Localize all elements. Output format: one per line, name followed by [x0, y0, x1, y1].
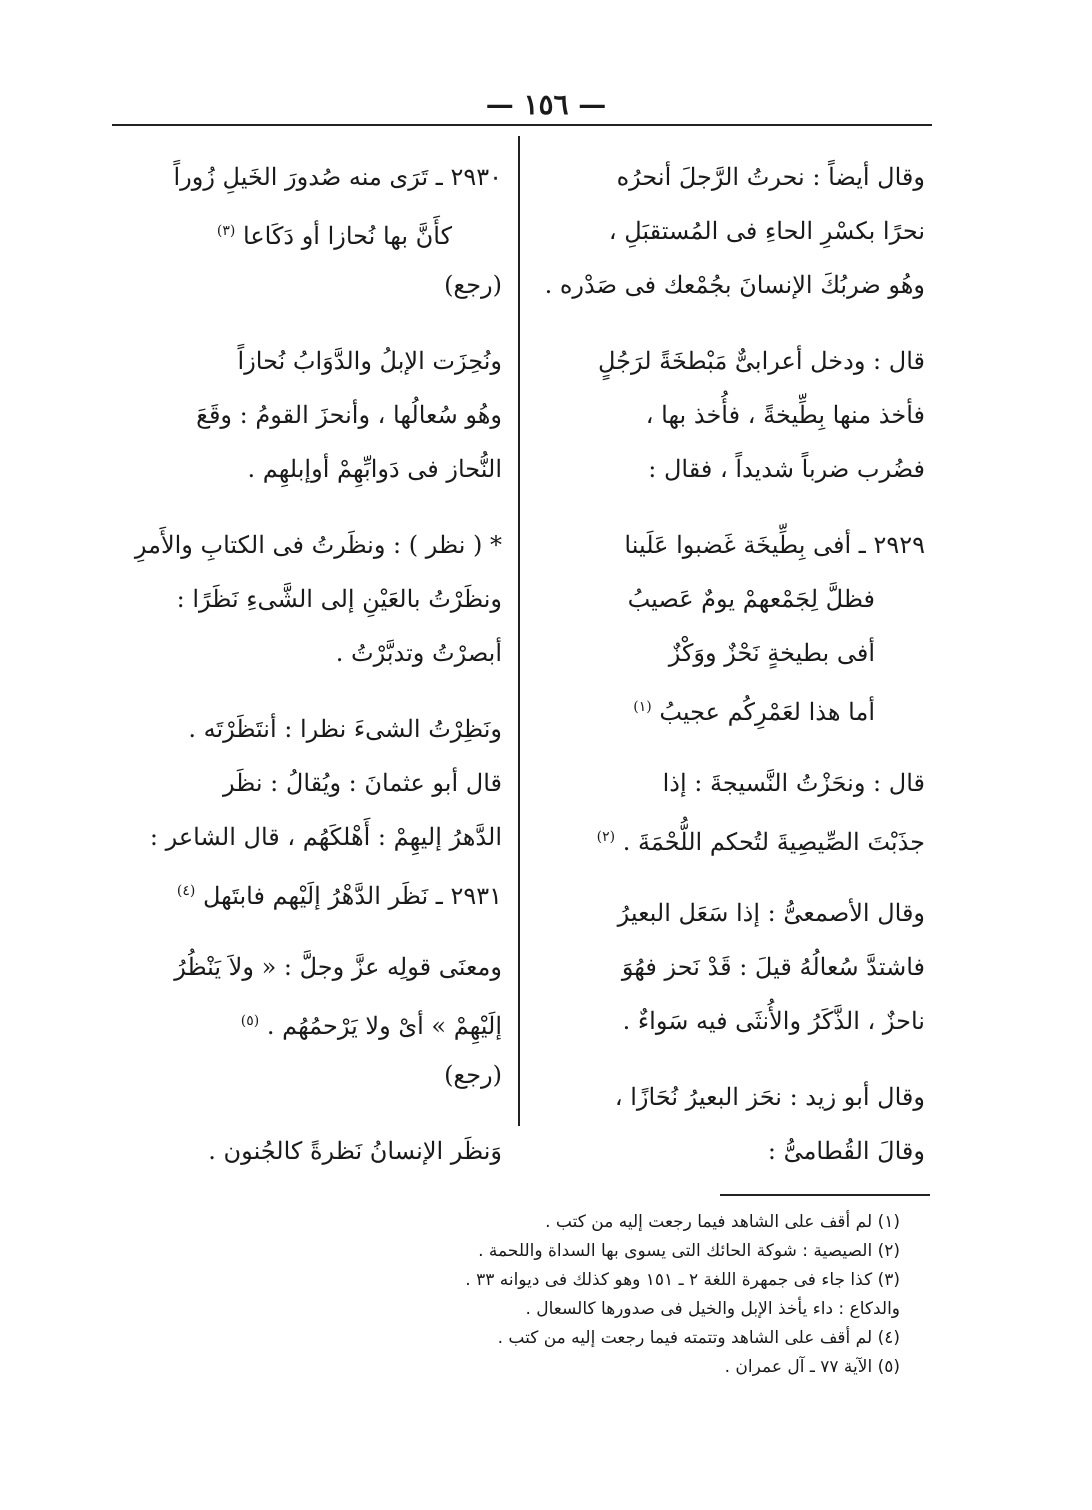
text-line: وَنظَر الإنسانُ نَظرةً كالجُنون . [208, 1137, 502, 1165]
line-text: جذَبْتَ الصِّيصِيةَ لتُحكم اللُّحْمَةَ . [622, 828, 925, 856]
verse-line: فظلَّ لِجَمْعهمْ يومٌ عَصيبُ [627, 585, 875, 613]
text-line: فأخذ منها بِطِّيخةً ، فأُخذ بها ، [645, 401, 925, 429]
footnote: والدكاع : داء يأخذ الإبل والخيل فى صدورها كالسعال . [525, 1299, 900, 1319]
footnote: (١) لم أقف على الشاهد فيما رجعت إليه من كتب . [545, 1212, 900, 1232]
text-line: وقال الأصمعىُّ : إذا سَعَل البعيرُ [617, 899, 925, 927]
text-line: قال أبو عثمانَ : ويُقالُ : نظَر [222, 769, 502, 797]
entry-heading-line: * ( نظر ) : ونظَرتُ فى الكتابِ والأَمرِ [134, 531, 502, 559]
verse-line: ٢٩٢٩ ـ أفى بِطِّيخَة غَضبوا عَلَينا [624, 531, 925, 559]
left-column [112, 150, 502, 1178]
header-rule [112, 124, 932, 126]
text-line: فاشتدَّ سُعالُهُ قيلَ : قَدْ نَحز فهُوَ [621, 953, 925, 981]
text-line [112, 994, 502, 1048]
text-line: أبصرْتُ وتدبَّرْتُ . [335, 639, 502, 667]
text-line: فضُرب ضرباً شديداً ، فقال : [648, 455, 925, 483]
footnote-marker: (٥) [240, 1013, 260, 1029]
line-text: إلَيْهِمْ » أىْ ولا يَرْحمُهُم . [266, 1012, 502, 1040]
text-line: الدَّهرُ إليهِمْ : أَهْلكَهُم ، قال الشاعر : [149, 823, 502, 851]
text-line: وقالَ القُطامىُّ : [767, 1137, 925, 1165]
text-line: قال : ونحَزْتُ النَّسيجةَ : إذا [662, 769, 925, 797]
footnote: (٤) لم أقف على الشاهد وتتمته فيما رجعت إليه من كتب . [497, 1328, 900, 1348]
text-line: وهُو سُعالُها ، وأنحزَ القومُ : وقَعَ [196, 401, 502, 429]
footnote: (٢) الصيصية : شوكة الحائك التى يسوى بها السداة واللحمة . [478, 1241, 900, 1261]
text-line: ونُحِزَت الإبلُ والدَّوَابُ نُحازاً [237, 347, 502, 375]
page-number: — ١٥٦ — [485, 88, 607, 121]
footnote: (٣) كذا جاء فى جمهرة اللغة ٢ ـ ١٥١ وهو كذلك فى ديوانه ٣٣ . [465, 1270, 900, 1290]
verse-line: أفى بطيخةٍ نَحْزٌ ووَكْزٌ [668, 639, 875, 667]
text-line: قال : ودخل أعرابىٌّ مَبْطخَةً لرَجُلٍ [597, 347, 925, 375]
text-line: وقال أيضاً : نحرتُ الرَّجلَ أنحرُه [616, 163, 925, 191]
text-line: ومعنَى قولِه عزَّ وجلَّ : « ولاَ يَنْظُرُ [174, 953, 502, 981]
verse-text: أما هذا لعَمْرِكُم عجيبُ [659, 698, 875, 726]
verse-line [535, 680, 925, 734]
footnote: (٥) الآية ٧٧ ـ آل عمران . [724, 1357, 900, 1377]
footnote-marker: (٣) [216, 223, 236, 239]
column-divider [518, 136, 520, 1126]
verse-text: كأَنَّ بها نُحازا أو دَكَاعا [243, 222, 452, 250]
footnote-marker: (١) [633, 699, 652, 715]
footnote-marker: (٤) [176, 883, 196, 899]
right-column [535, 150, 925, 1178]
footnote-rule [720, 1194, 930, 1196]
verse-line [112, 204, 502, 258]
footnotes [300, 1208, 900, 1382]
text-line: ونَظِرْتُ الشىءَ نظرا : أنتَظَرْتَه . [188, 715, 502, 743]
rajaa-label: (رجع) [444, 271, 502, 299]
text-line: ونظَرْتُ بالعَيْنِ إلى الشَّىءِ نَظَرًا : [176, 585, 502, 613]
rajaa-label: (رجع) [444, 1061, 502, 1089]
footnote-marker: (٢) [596, 829, 616, 845]
text-line: ناحزٌ ، الذَّكَرُ والأُنثَى فيه سَواءٌ . [622, 1007, 925, 1035]
text-line: نحرًا بكسْرِ الحاءِ فى المُستقبَلِ ، [608, 217, 925, 245]
text-line: وهُو ضربُكَ الإنسانَ بجُمْعك فى صَدْره . [544, 271, 925, 299]
verse-line [112, 864, 502, 918]
verse-text: ٢٩٣١ ـ نَظَر الدَّهْرُ إلَيْهم فابتَهل [202, 882, 502, 910]
text-line: النُّحاز فى دَوابِّهِمْ أوإبلهِم . [247, 455, 502, 483]
verse-line: ٢٩٣٠ ـ تَرَى منه صُدورَ الخَيلِ زُوراً [173, 163, 502, 191]
text-line: وقال أبو زيد : نحَز البعيرُ نُحَازًا ، [614, 1083, 925, 1111]
text-line [535, 810, 925, 864]
